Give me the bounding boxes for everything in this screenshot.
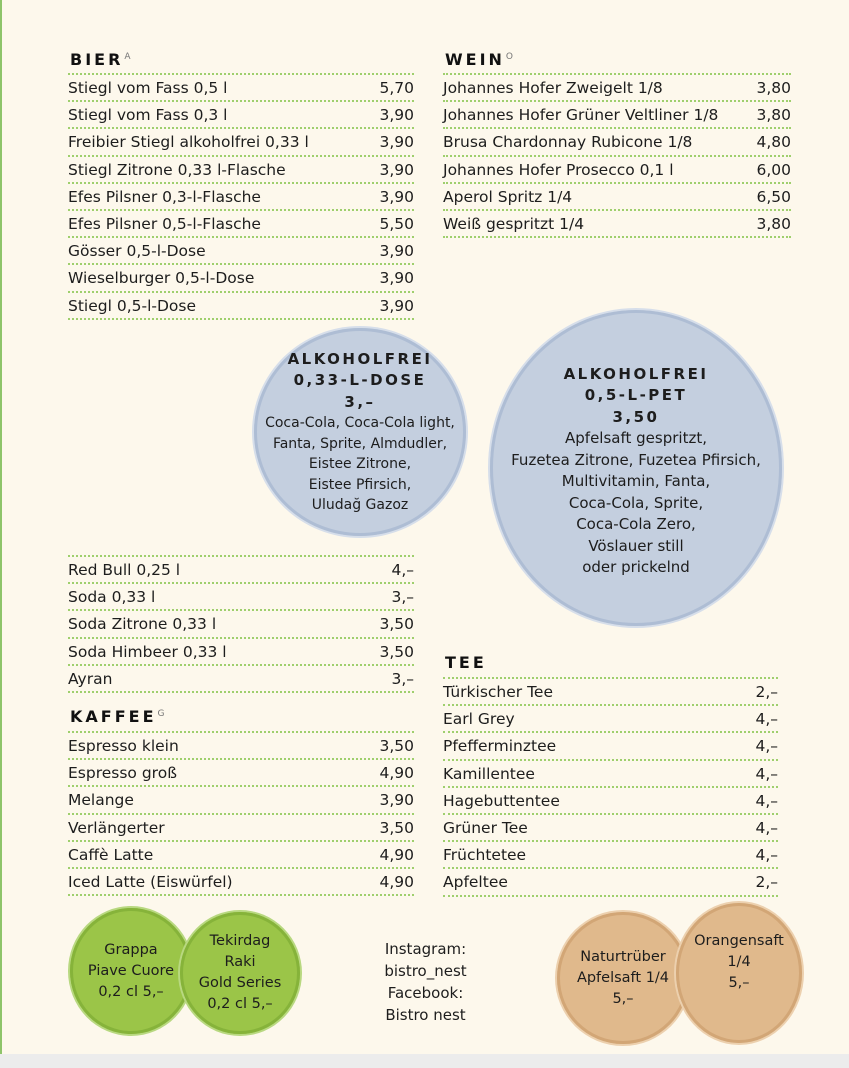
menu-item-name: Stiegl 0,5-l-Dose [68, 296, 197, 315]
menu-item [68, 609, 414, 636]
menu-item [443, 786, 778, 813]
bottom-strip [0, 1054, 849, 1068]
menu-item [443, 731, 778, 758]
bier-marker: A [124, 51, 131, 62]
menu-item-name: Brusa Chardonnay Rubicone 1/8 [443, 133, 693, 152]
menu-item [68, 555, 414, 582]
menu-item [68, 182, 414, 209]
alkoholfrei-dose-bubble [254, 328, 466, 536]
text-line: bistro_nest [384, 962, 467, 980]
menu-item-price: 3,80 [756, 214, 791, 233]
grappa-content [70, 908, 192, 1034]
menu-item [68, 813, 414, 840]
text-line: Uludağ Gazoz [311, 497, 409, 513]
menu-item [68, 73, 414, 100]
list-divider [68, 894, 414, 896]
apfelsaft-content [557, 912, 689, 1044]
menu-item-price: 3,80 [756, 79, 791, 97]
menu-item-price: 2,– [755, 683, 778, 701]
text-line: Fanta, Sprite, Almdudler, [272, 435, 448, 452]
alkoholfrei-pet-price: 3,50 [612, 407, 660, 426]
text-line: Piave Cuore [87, 962, 175, 979]
menu-item-price: 3,90 [379, 296, 414, 315]
menu-item-name: Espresso groß [68, 764, 177, 783]
menu-item-name: Apfeltee [443, 873, 508, 892]
menu-item-name: Earl Grey [443, 710, 515, 729]
menu-item-name: Ayran [68, 669, 113, 688]
menu-item [68, 582, 414, 609]
menu-item-name: Früchtetee [443, 846, 527, 865]
menu-item-name: Grüner Tee [443, 818, 528, 837]
wein-list [443, 73, 791, 238]
bier-heading [70, 50, 131, 69]
menu-item-price: 4,90 [379, 764, 414, 783]
text-line: Fuzetea Zitrone, Fuzetea Pfirsich, [511, 450, 761, 469]
orangensaft-content [676, 903, 802, 1043]
menu-item [68, 236, 414, 263]
kaffee-list [68, 731, 414, 896]
menu-item-price: 4,– [755, 764, 778, 783]
menu-item-price: 3,90 [379, 242, 414, 261]
menu-item-name: Johannes Hofer Zweigelt 1/8 [443, 79, 663, 97]
text-line: Tekirdag [209, 933, 271, 949]
text-line: Bistro nest [385, 1006, 466, 1024]
text-line: Eistee Zitrone, [308, 456, 412, 472]
menu-item-name: Efes Pilsner 0,3-l-Flasche [68, 187, 261, 206]
text-line: 0,2 cl 5,– [207, 996, 273, 1012]
alkoholfrei-dose-title-1: ALKOHOLFREI [287, 349, 433, 368]
raki-bubble [180, 912, 300, 1034]
menu-item-name: Soda 0,33 l [68, 588, 156, 607]
menu-item [443, 73, 791, 100]
menu-item-name: Iced Latte (Eiswürfel) [68, 872, 233, 891]
menu-item-price: 3,50 [379, 615, 414, 634]
softdrinks-list [68, 555, 414, 693]
tee-heading [445, 653, 487, 672]
text-line: Gold Series [198, 975, 282, 991]
menu-item-name: Stiegl Zitrone 0,33 l-Flasche [68, 160, 286, 179]
text-line: Apfelsaft 1/4 [576, 969, 670, 986]
menu-item-price: 4,– [391, 561, 414, 579]
menu-item [68, 637, 414, 664]
text-line: 5,– [612, 990, 634, 1007]
text-line: Eistee Pfirsich, [308, 476, 412, 493]
orangensaft-bubble [676, 903, 802, 1043]
kaffee-title: KAFFEE [70, 707, 157, 726]
menu-item [443, 759, 778, 786]
menu-item-price: 3,90 [379, 269, 414, 288]
alkoholfrei-pet-title-1: ALKOHOLFREI [563, 364, 709, 383]
apfelsaft-bubble [557, 912, 689, 1044]
menu-item-name: Johannes Hofer Grüner Veltliner 1/8 [443, 106, 719, 125]
menu-item [443, 100, 791, 127]
menu-item-price: 3,– [391, 588, 414, 607]
text-line: Coca-Cola Zero, [576, 515, 696, 533]
menu-item-price: 3,90 [379, 187, 414, 206]
text-line: Apfelsaft gespritzt, [565, 429, 707, 447]
menu-item-price: 3,50 [379, 818, 414, 837]
alkoholfrei-pet-content [490, 310, 782, 626]
menu-item [68, 291, 414, 318]
menu-item [443, 182, 791, 209]
menu-item [68, 209, 414, 236]
menu-item-price: 2,– [755, 873, 778, 892]
menu-item-name: Soda Zitrone 0,33 l [68, 615, 217, 634]
menu-item-price: 4,– [755, 737, 778, 756]
menu-item-name: Johannes Hofer Prosecco 0,1 l [443, 160, 674, 179]
menu-item-name: Hagebuttentee [443, 791, 560, 810]
wein-marker: O [505, 51, 514, 62]
menu-item-name: Pfefferminztee [443, 737, 557, 756]
menu-item [443, 704, 778, 731]
menu-item [443, 677, 778, 704]
list-divider [68, 691, 414, 693]
menu-item-name: Espresso klein [68, 737, 179, 755]
menu-item-name: Red Bull 0,25 l [68, 561, 181, 579]
text-line: 0,2 cl 5,– [98, 983, 164, 1000]
menu-item-price: 3,50 [379, 737, 414, 755]
alkoholfrei-pet-lines [511, 428, 761, 579]
menu-item [443, 840, 778, 867]
raki-content [180, 912, 300, 1034]
menu-item-name: Stiegl vom Fass 0,3 l [68, 106, 228, 125]
wein-heading [445, 50, 513, 69]
menu-item [443, 209, 791, 236]
text-line: Multivitamin, Fanta, [561, 472, 711, 490]
menu-item-name: Aperol Spritz 1/4 [443, 187, 573, 206]
grappa-bubble [70, 908, 192, 1034]
menu-item-price: 4,– [755, 818, 778, 837]
menu-item [443, 127, 791, 154]
alkoholfrei-dose-title-2: 0,33-L-DOSE [293, 371, 427, 389]
menu-item [443, 155, 791, 182]
text-line: Instagram: [384, 940, 467, 958]
menu-item-price: 3,– [391, 669, 414, 688]
menu-item-price: 3,80 [756, 106, 791, 125]
menu-item [68, 664, 414, 691]
menu-item-price: 4,– [755, 710, 778, 729]
kaffee-heading [70, 707, 164, 726]
tee-list [443, 677, 778, 897]
menu-item-price: 4,– [755, 791, 778, 810]
menu-item [68, 867, 414, 894]
menu-item-price: 4,80 [756, 133, 791, 152]
menu-item-price: 4,90 [379, 872, 414, 891]
alkoholfrei-dose-lines [265, 413, 455, 516]
text-line: 5,– [728, 974, 750, 991]
alkoholfrei-pet-bubble [490, 310, 782, 626]
menu-item-name: Türkischer Tee [443, 683, 553, 701]
menu-item-name: Soda Himbeer 0,33 l [68, 642, 227, 661]
menu-item-price: 3,90 [379, 133, 414, 152]
menu-item-name: Melange [68, 791, 134, 810]
menu-item [68, 263, 414, 290]
kaffee-marker: G [157, 708, 165, 719]
menu-item-name: Kamillentee [443, 764, 535, 783]
menu-item [68, 840, 414, 867]
menu-item-price: 5,50 [379, 214, 414, 233]
text-line: Orangensaft [694, 932, 784, 949]
bier-list [68, 73, 414, 320]
menu-item-price: 5,70 [379, 79, 414, 97]
menu-item [68, 731, 414, 758]
list-divider [443, 236, 791, 238]
alkoholfrei-dose-price: 3,– [344, 392, 376, 411]
menu-item-name: Verlängerter [68, 818, 165, 837]
alkoholfrei-pet-title-2: 0,5-L-PET [584, 386, 688, 404]
menu-item-name: Stiegl vom Fass 0,5 l [68, 79, 228, 97]
menu-item [68, 127, 414, 154]
menu-item-price: 4,– [755, 846, 778, 865]
menu-item-name: Efes Pilsner 0,5-l-Flasche [68, 214, 261, 233]
wein-title: WEIN [445, 50, 505, 69]
menu-item [443, 867, 778, 894]
social-info [358, 938, 493, 1026]
text-line: Grappa [104, 941, 158, 958]
text-line: Vöslauer still [588, 536, 684, 555]
text-line: oder prickelnd [582, 558, 690, 576]
menu-item-name: Caffè Latte [68, 845, 154, 864]
menu-item [443, 813, 778, 840]
text-line: Coca-Cola, Coca-Cola light, [265, 415, 455, 431]
menu-item [68, 100, 414, 127]
text-line: Facebook: [387, 984, 464, 1002]
menu-item-name: Wieselburger 0,5-l-Dose [68, 269, 255, 288]
menu-item-price: 6,00 [756, 160, 791, 179]
menu-item-price: 3,50 [379, 642, 414, 661]
menu-item-price: 3,90 [379, 106, 414, 125]
bier-title: BIER [70, 50, 124, 69]
text-line: Naturtrüber [580, 948, 666, 965]
tee-title: TEE [445, 653, 487, 672]
text-line: Coca-Cola, Sprite, [568, 493, 704, 512]
text-line: Raki [224, 954, 256, 970]
menu-item-name: Freibier Stiegl alkoholfrei 0,33 l [68, 133, 309, 152]
menu-item [68, 155, 414, 182]
menu-item-name: Weiß gespritzt 1/4 [443, 214, 585, 233]
menu-item [68, 785, 414, 812]
menu-item-price: 3,90 [379, 791, 414, 810]
menu-item-price: 4,90 [379, 845, 414, 864]
menu-item-price: 6,50 [756, 187, 791, 206]
alkoholfrei-dose-content [254, 328, 466, 536]
menu-item-price: 3,90 [379, 160, 414, 179]
menu-item-name: Gösser 0,5-l-Dose [68, 242, 206, 261]
text-line: 1/4 [727, 953, 751, 970]
menu-item [68, 758, 414, 785]
